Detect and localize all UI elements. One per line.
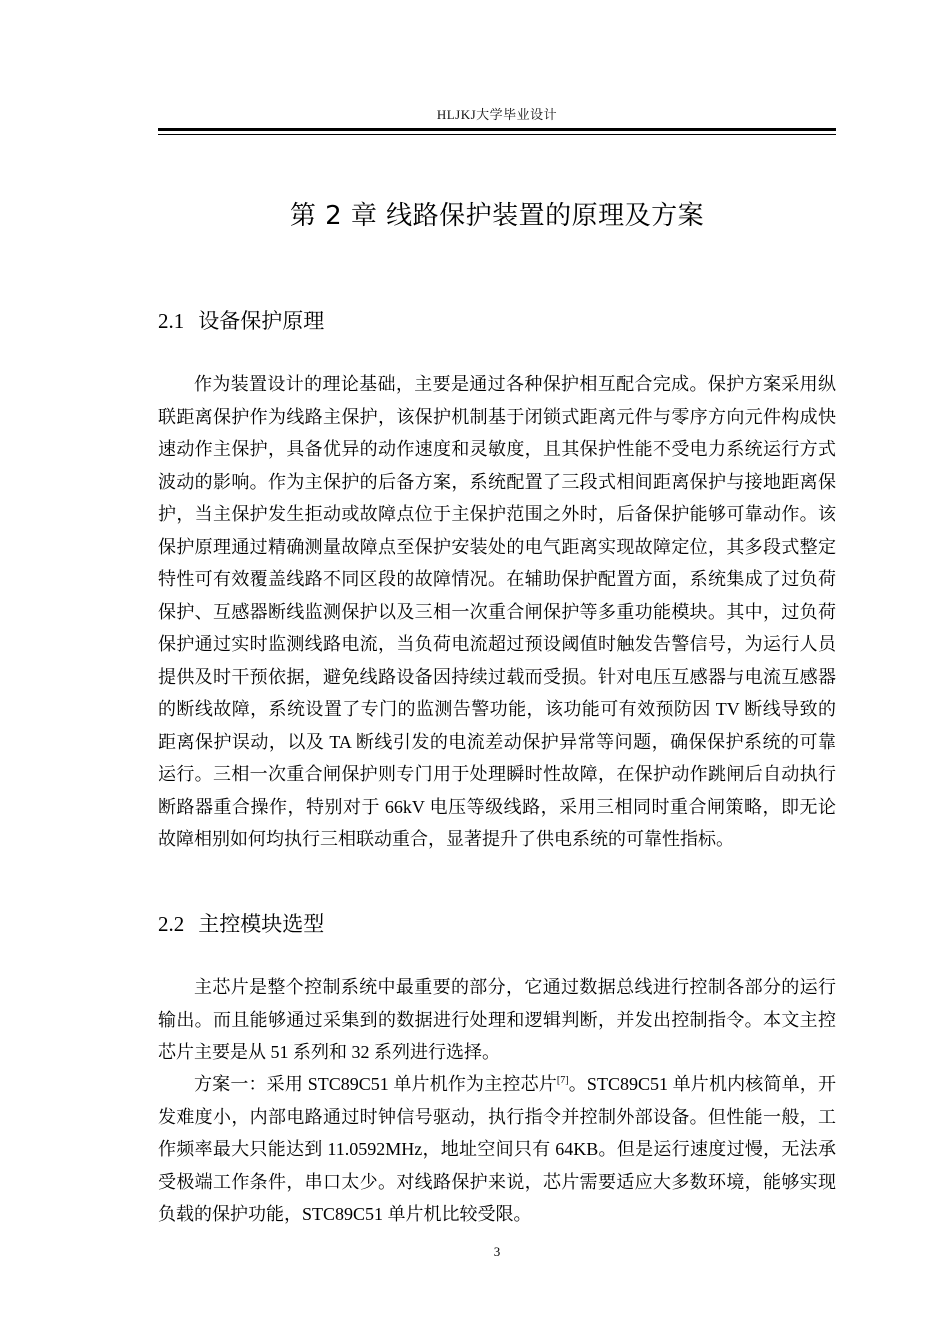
plan-one-body: 。STC89C51 单片机内核简单，开发难度小，内部电路通过时钟信号驱动，执行指令并控制外部设备。但性能一般，工作频率最大只能达到 11.0592MHz，地址空间只有 64KB。但是运行速度过慢，无法承受极端工作条件，串口太少。对线路保护来说，芯片需要适应大多数环境，能够实现负载的保护功能，STC89C51 单片机比较受限。 xyxy=(158,1074,836,1224)
paragraph-protection-principle: 作为装置设计的理论基础，主要是通过各种保护相互配合完成。保护方案采用纵联距离保护作为线路主保护，该保护机制基于闭锁式距离元件与零序方向元件构成快速动作主保护，具备优异的动作速度和灵敏度，且其保护性能不受电力系统运行方式波动的影响。作为主保护的后备方案，系统配置了三段式相间距离保护与接地距离保护，当主保护发生拒动或故障点位于主保护范围之外时，后备保护能够可靠动作。该保护原理通过精确测量故障点至保护安装处的电气距离实现故障定位，其多段式整定特性可有效覆盖线路不同区段的故障情况。在辅助保护配置方面，系统集成了过负荷保护、互感器断线监测保护以及三相一次重合闸保护等多重功能模块。其中，过负荷保护通过实时监测线路电流，当负荷电流超过预设阈值时触发告警信号，为运行人员提供及时干预依据，避免线路设备因持续过载而受损。针对电压互感器与电流互感器的断线故障，系统设置了专门的监测告警功能，该功能可有效预防因 TV 断线导致的距离保护误动，以及 TA 断线引发的电流差动保护异常等问题，确保保护系统的可靠运行。三相一次重合闸保护则专门用于处理瞬时性故障，在保护动作跳闸后自动执行断路器重合操作，特别对于 66kV 电压等级线路，采用三相同时重合闸策略，即无论故障相别如何均执行三相联动重合，显著提升了供电系统的可靠性指标。 xyxy=(158,374,836,849)
paragraph-plan-one xyxy=(158,1068,836,1231)
section-title: 主控模块选型 xyxy=(198,912,325,936)
header-rule-thin xyxy=(158,134,836,135)
header-rule-thick xyxy=(158,128,836,131)
paragraph-main-chip-intro: 主芯片是整个控制系统中最重要的部分，它通过数据总线进行控制各部分的运行输出。而且能够通过采集到的数据进行处理和逻辑判断，并发出控制指令。本文主控芯片主要是从 51 系列和 32 系列进行选择。 xyxy=(158,977,836,1062)
citation-marker: [7] xyxy=(556,1075,569,1086)
section-title: 设备保护原理 xyxy=(198,309,325,333)
section-number: 2.1 xyxy=(158,309,185,333)
page-number: 3 xyxy=(493,1244,501,1259)
plan-one-lead: 方案一：采用 STC89C51 单片机作为主控芯片 xyxy=(194,1074,557,1094)
section-heading-2-1 xyxy=(158,305,324,335)
section-heading-2-2 xyxy=(158,908,324,938)
chapter-title: 第 2 章 线路保护装置的原理及方案 xyxy=(289,201,705,231)
section-number: 2.2 xyxy=(158,912,185,936)
running-header: HLJKJ大学毕业设计 xyxy=(436,107,558,122)
